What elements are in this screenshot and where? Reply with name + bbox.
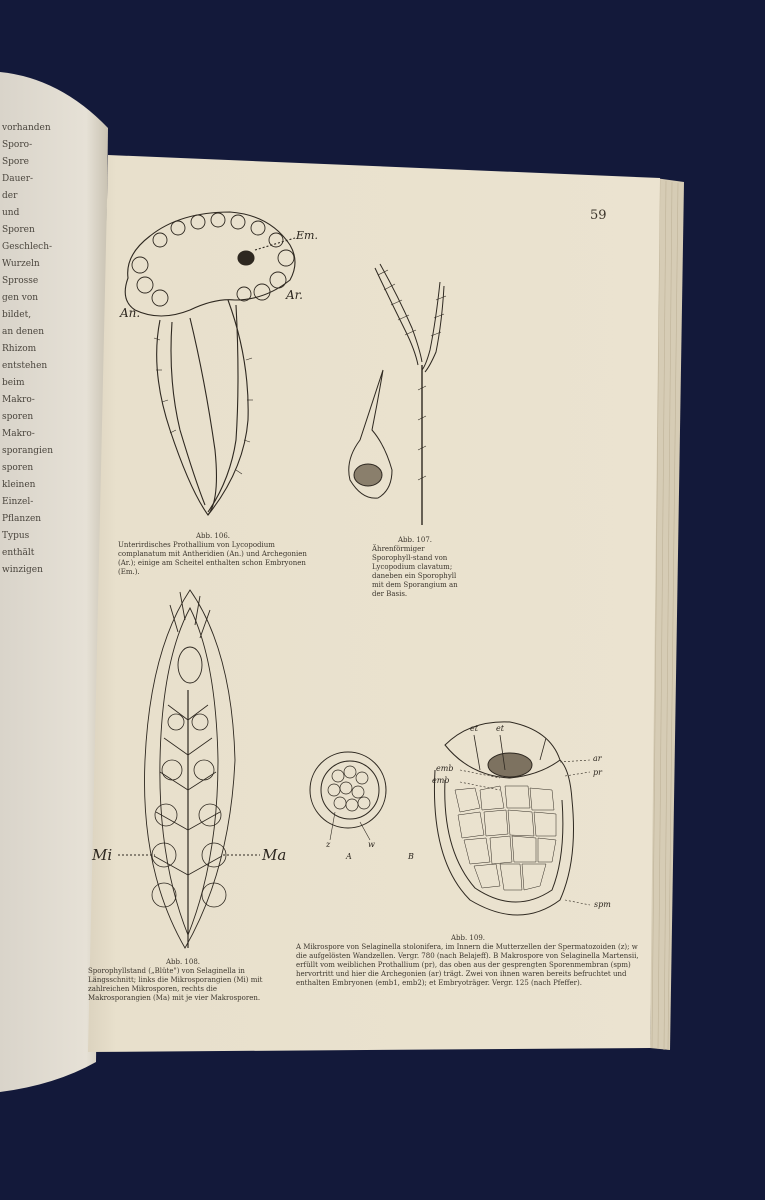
left-line: kleinen [2,480,36,490]
left-line: und [2,208,20,218]
left-line: Rhizom [2,344,37,354]
left-line: winzigen [2,565,43,575]
fig109-label-ar: ar [593,754,602,763]
left-line: sporangien [2,446,54,456]
left-line: entstehen [2,361,48,371]
right-page [88,155,660,1052]
fig109-label-emb2: emb [432,776,450,785]
left-line: Einzel- [2,497,34,507]
left-line: Sprosse [2,276,39,286]
page-number: 59 [590,208,607,223]
left-line: der [2,191,18,201]
fig109-label-spm: spm [594,900,611,909]
fig108-title: Abb. 108. [165,958,201,966]
left-line: Typus [2,531,30,541]
fig109-label-a: A [346,852,352,861]
left-line: Sporen [2,225,35,235]
left-page-text [2,120,102,579]
left-line: sporen [2,412,34,422]
fig109-label-emb1: emb [436,764,454,773]
fig108-caption [88,958,278,1003]
fig109-label-et1: et [470,724,478,733]
fig106-title: Abb. 106. [195,532,231,540]
left-line: beim [2,378,25,388]
left-line: an denen [2,327,45,337]
fig109-title: Abb. 109. [450,934,486,942]
left-line: Dauer- [2,174,34,184]
fig107-title: Abb. 107. [397,536,433,544]
fig107-caption-text: Ährenförmiger Sporophyll-stand von Lycopodium clavatum; daneben ein Sporophyll mit dem Sporangium an der Basis. [372,545,458,598]
left-line: Sporo- [2,140,33,150]
left-line: Makro- [2,395,35,405]
fig109-label-pr: pr [593,768,602,777]
fig106-caption-text: Unterirdisches Prothallium von Lycopodium complanatum mit Antheridien (An.) und Archegonien (Ar.); einige am Scheitel enthalten schon Embryonen (Em.). [118,541,307,576]
left-line: Geschlech- [2,242,53,252]
left-line: sporen [2,463,34,473]
left-line: Spore [2,157,29,167]
left-line: Pflanzen [2,514,42,524]
fig109-caption-text: A Mikrospore von Selaginella stolonifera, im Innern die Mutterzellen der Spermatozoiden (z); w die aufgelösten Wandzellen. Vergr. 780 (nach Belajeff). B Makrospore von Selaginella Martensii, erfüllt vom weiblichen Prothallium (pr), das oben aus der gesprengten Sporenmembran (spm) hervortritt und hier die Archegonien (ar) trägt. Zwei von ihnen waren bereits befruchtet und enthalten Embryonen (emb1, emb2); et Embryoträger. Vergr. 125 (nach Pfeffer). [296,943,639,987]
left-line: Makro- [2,429,35,439]
fig108-label-mi: Mi [92,846,113,864]
left-line: bildet, [2,310,32,320]
fig109-label-b: B [408,852,414,861]
fig108-label-ma: Ma [262,846,287,864]
fig109-label-w: w [368,840,375,849]
fig106-label-an: An. [120,306,141,320]
fig106-caption [118,532,308,577]
fig109-label-et2: et [496,724,504,733]
fig109-caption [296,934,640,988]
left-line: vorhanden [2,123,51,133]
fig107-caption [372,536,458,599]
left-line: enthält [2,548,35,558]
fig106-label-em: Em. [296,229,318,242]
left-line: gen von [2,293,39,303]
fig108-caption-text: Sporophyllstand („Blüte") von Selaginella in Längsschnitt; links die Mikrosporangien (Mi) mit zahlreichen Mikrosporen, rechts die Makrosporangien (Ma) mit je vier Makrosporen. [88,967,263,1002]
left-line: Wurzeln [2,259,40,269]
fig106-label-ar: Ar. [286,288,303,302]
fig109-label-z: z [326,840,331,849]
